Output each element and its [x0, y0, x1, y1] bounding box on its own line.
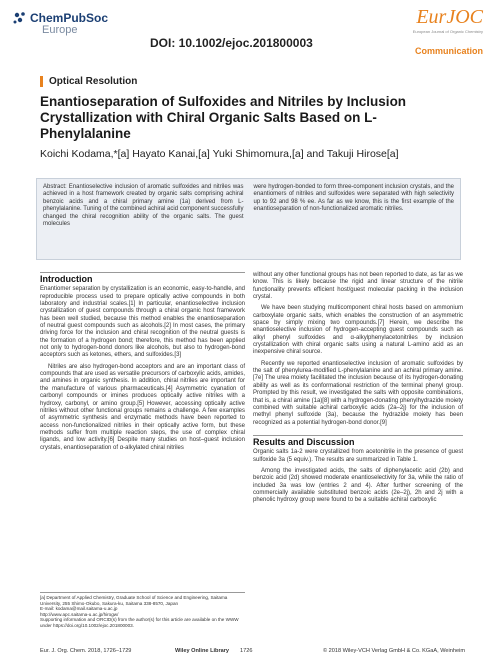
url[interactable]: http://www.apc.saitama-u.ac.jp/hirogw/	[40, 611, 119, 617]
author-list: Koichi Kodama,*[a] Hayato Kanai,[a] Yuki Shimomura,[a] and Takuji Hirose[a]	[40, 148, 399, 160]
paragraph: without any other functional groups has not been reported to date, as far as we know. This is likely because the rigid and linear structure of the nitrile functionality prevents efficient host/guest molecular packing in the inclusion crystal.	[253, 272, 463, 301]
abstract-right: were hydrogen-bonded to form three-component inclusion crystals, and the enantiomers of nitriles and sulfoxides were separated with high selectivity up to 92 and 98 % ee. As far as we know, this is the first example of the enantioseparation of non-functionalized aromatic nitriles.	[253, 184, 454, 213]
affiliation-footnote	[40, 592, 245, 629]
paragraph: Among the investigated acids, the salts of diphenylacetic acid (2b) and benzoic acid (2d) showed moderate enantioselectivity for 3a, while the ratio of included 3a was low (entries 2 and 4). After further screening of the commercially available substituted benzoic acids (2e–2j), 2h and 2j with a phenolic hydroxy group were found to be a suitable achiral carboxylic	[253, 467, 463, 504]
paragraph: Nitriles are also hydrogen-bond acceptors and are an important class of compounds that are used as versatile precursors of carboxylic acids, amides, and amines in organic synthesis. In addition, chiral nitriles are important for the manufacture of various pharmaceuticals.[4] Asymmetric cyanation of carbonyl compounds or imines produces optically active nitriles with a hydroxy, carbonyl, or amino group.[5] However, accessing optically active nitriles without other functional groups remains a challenge. A few examples of asymmetric synthesis and enzymatic methods have been reported to access non-functionalized nitriles in their optically active form, but these methods suffer from multiple reaction steps, the use of complex chiral ligands, and low activity.[6] Despite many studies on host–guest inclusion crystals, enantioseparation of α-alkylated chiral nitriles	[40, 363, 245, 451]
abstract-left: Abstract: Enantioselective inclusion of aromatic sulfoxides and nitriles was achieved in a host framework created by organic salts comprising achiral benzoic acids and a chiral primary amine (1a) derived from L-phenylalanine. Tuning of the combined achiral acid component successfully changed the chiral recognition ability of the organic salts. The guest molecules	[43, 184, 244, 228]
body-right-column	[253, 272, 463, 509]
abstract-box	[36, 178, 461, 260]
results-heading: Results and Discussion	[253, 435, 463, 446]
article-type: Communication	[414, 46, 483, 56]
journal-name: EurJOC	[416, 6, 483, 28]
intro-heading: Introduction	[40, 272, 245, 283]
wiley-online-library[interactable]: Wiley Online Library	[175, 648, 230, 654]
chempubsoc-icon	[12, 10, 28, 26]
article-title: Enantioseparation of Sulfoxides and Nitriles by Inclusion Crystallization with Chiral Organic Salts Based on L-Phenylalanine	[40, 94, 407, 141]
publisher-sub: Europe	[42, 24, 78, 36]
paragraph: Organic salts 1a-2 were crystallized from acetonitrile in the presence of guest sulfoxide 3a (5 equiv.). The results are summarized in Table 1.	[253, 449, 463, 463]
email[interactable]: E-mail: kodama@mail.saitama-u.ac.jp	[40, 606, 118, 612]
doi[interactable]: DOI: 10.1002/ejoc.201800003	[150, 36, 313, 50]
publisher-logo	[12, 8, 122, 48]
paragraph: Enantiomer separation by crystallization is an economic, easy-to-handle, and reproducible process used to prepare optically active compounds in both laboratory and industrial scales.[1] In particular, enantioselective inclusion crystallization of guest compounds through a chiral organic host framework has been well studied, because this method enables the enantioseparation of neutral guest compounds such as alcohols.[2] In most cases, the primary driving force for the inclusion and chiral recognition of the neutral guests is the formation of a hydrogen bond; therefore, this method has been applied not only to hydrogen-bond donors like alcohols, but also to hydrogen-bond acceptors such as ketones, ethers, and sulfoxides.[3]	[40, 286, 245, 359]
paragraph: Recently we reported enantioselective inclusion of aromatic sulfoxides by the salt of phenylurea-modified L-phenylalanine and an achiral primary amine.[7e] The urea moiety facilitated the inclusion because of its hydrogen-donating ability as well as its conformational restriction of the terminal phenyl group. Prompted by this result, we investigated the salts with opposite combinations, that is, a chiral amine (1a)[8] with a hydrogen-donating phenylhydrazide moiety combined with suitable achiral carboxylic acids (2a–2j) for the inclusion of methyl phenyl sulfoxide (3a), because the hydrazide moiety has been recognized as a potential hydrogen-bond donor.[9]	[253, 360, 463, 426]
journal-logo	[363, 6, 483, 54]
copyright: © 2018 Wiley-VCH Verlag GmbH & Co. KGaA, Weinheim	[322, 648, 465, 654]
citation: Eur. J. Org. Chem. 2018, 1726–1729	[40, 648, 132, 654]
publisher-name: ChemPubSoc	[30, 11, 109, 25]
paragraph: We have been studying multicomponent chiral hosts based on ammonium carboxylate organic salts, which enables the construction of an asymmetric space by simply mixing two compounds.[7] Herein, we describe the enantioselective inclusion of hydrogen-accepting guest compounds such as alkyl phenyl sulfoxides and α-alkylphenylacetonitriles by inclusion crystallization with chiral organic salts using a natural L-amino acid as an inexpensive chiral source.	[253, 305, 463, 356]
journal-tagline: European Journal of Organic Chemistry	[412, 29, 483, 34]
affiliation: [a] Department of Applied Chemistry, Graduate School of Science and Engineering, Saitama University, 255 Shimo-Okubo, Sakura-ku, Saitama 338-8570, Japan	[40, 595, 228, 606]
supporting-info[interactable]: Supporting information and ORCID(s) from the author(s) for this article are available on the WWW under https://doi.org/10.1002/ejoc.201800003.	[40, 617, 239, 628]
section-tag: Optical Resolution	[40, 76, 137, 87]
body-left-column	[40, 272, 245, 456]
page-number: 1726	[240, 648, 253, 654]
